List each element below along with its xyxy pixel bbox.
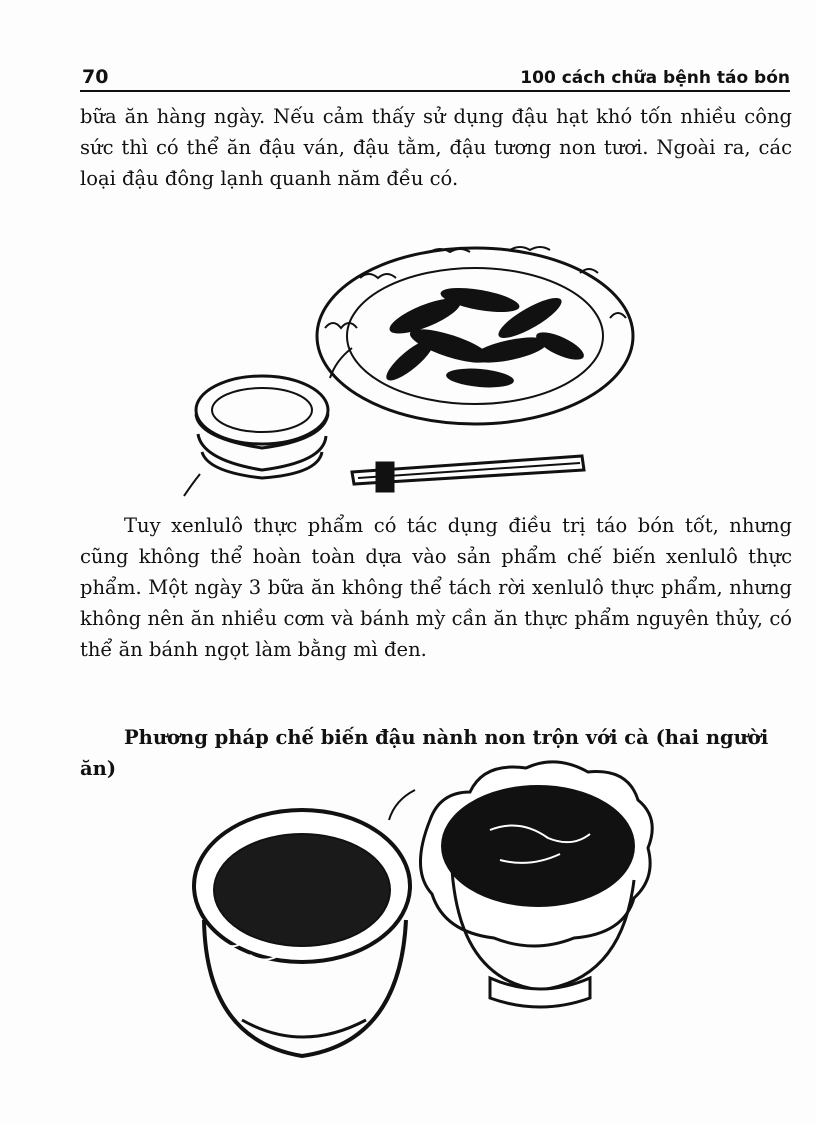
running-title: 100 cách chữa bệnh táo bón bbox=[520, 68, 790, 88]
bowl-left-icon bbox=[194, 810, 410, 1056]
beans-icon bbox=[381, 283, 587, 390]
chopsticks-icon bbox=[352, 456, 584, 492]
paragraph-intro: bữa ăn hàng ngày. Nếu cảm thấy sử dụng đậu hạt khó tốn nhiều công sức thì có thể ăn đậu ván, đậu tằm, đậu tương non tươi. Ngoài ra, các loại đậu đông lạnh quanh năm đều có. bbox=[80, 105, 792, 190]
plate-icon bbox=[317, 247, 633, 424]
page-header bbox=[80, 60, 790, 92]
bean-plate-illustration bbox=[180, 238, 640, 508]
bowl-right-icon bbox=[389, 762, 652, 1007]
recipe-heading: Phương pháp chế biến đậu nành non trộn với cà (hai người ăn) bbox=[80, 726, 769, 780]
page-number: 70 bbox=[82, 66, 109, 88]
soybean-bowls-illustration bbox=[190, 750, 690, 1070]
paragraph-fiber: Tuy xenlulô thực phẩm có tác dụng điều trị táo bón tốt, nhưng cũng không thể hoàn toàn dựa vào sản phẩm chế biến xenlulô thực phẩm. Một ngày 3 bữa ăn không thể tách rời xenlulô thực phẩm, nhưng không nên ăn nhiều cơm và bánh mỳ cần ăn thực phẩm nguyên thủy, có thể ăn bánh ngọt làm bằng mì đen. bbox=[80, 514, 792, 661]
dish-stack-icon bbox=[184, 376, 328, 496]
